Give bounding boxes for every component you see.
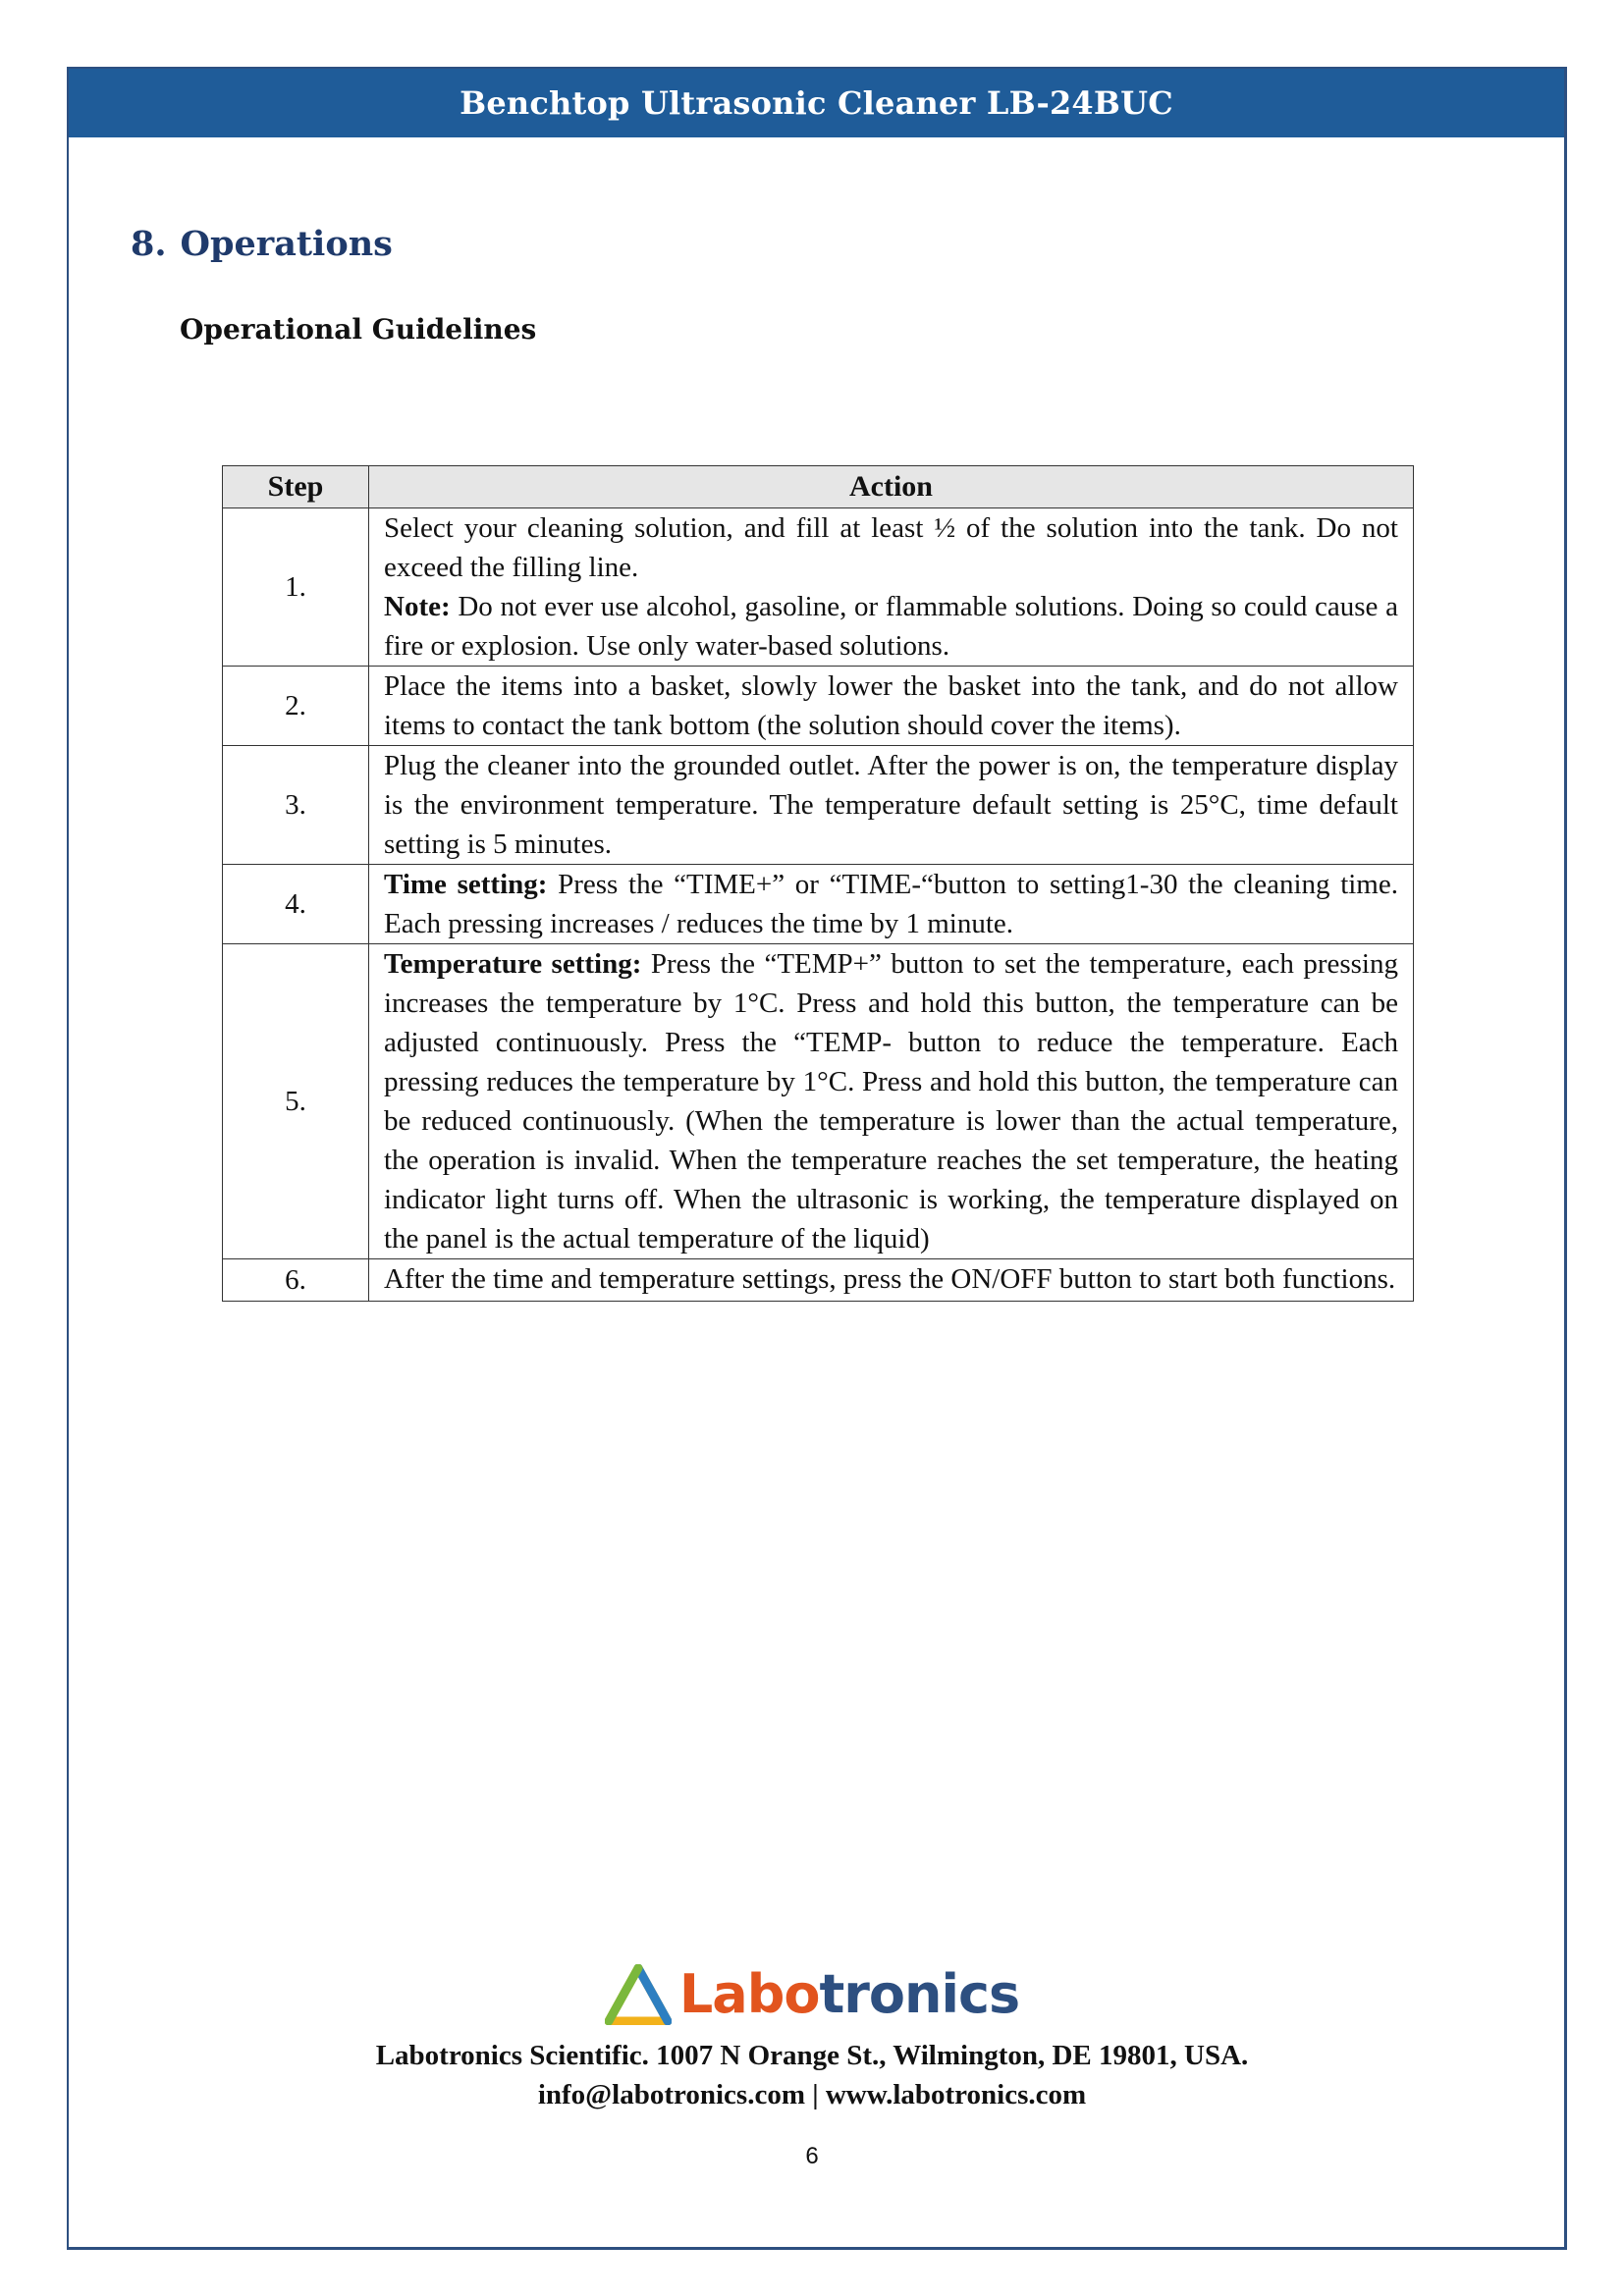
step-note — [384, 587, 1398, 666]
section-heading — [131, 224, 393, 264]
step-number: 5. — [223, 944, 369, 1259]
page-number: 6 — [805, 2143, 819, 2169]
step-body: Press the “TEMP+” button to set the temperature, each pressing increases the temperature by 1°C. Press and hold this button, the temperature can be adjusted continuously. Press the “TEMP- button to reduce the temperature. Each pressing reduces the temperature by 1°C. Press and hold this button, the temperature can be reduced continuously. (When the temperature is lower than the actual temperature, the operation is invalid. When the temperature reaches the set temperature, the heating indicator light turns off. When the ultrasonic is working, the temperature displayed on the panel is the actual temperature of the liquid) — [384, 948, 1398, 1255]
table-row — [223, 667, 1414, 746]
step-action — [369, 508, 1414, 667]
section-title: Operations — [180, 224, 393, 264]
document-header — [69, 69, 1564, 137]
company-logo — [0, 1963, 1624, 2025]
step-number: 6. — [223, 1259, 369, 1302]
table-row — [223, 508, 1414, 667]
table-row — [223, 746, 1414, 865]
step-number: 2. — [223, 667, 369, 746]
footer-contact: info@labotronics.com | www.labotronics.com — [537, 2079, 1087, 2110]
triangle-logo-icon — [605, 1964, 672, 2025]
step-text — [384, 865, 1398, 943]
step-number: 4. — [223, 865, 369, 944]
step-text: After the time and temperature settings, press the ON/OFF button to start both functions. — [384, 1263, 1396, 1295]
step-label: Time setting: — [384, 869, 548, 900]
note-label: Note: — [384, 591, 451, 622]
step-action — [369, 1259, 1414, 1302]
step-number: 1. — [223, 508, 369, 667]
step-action — [369, 667, 1414, 746]
step-action — [369, 865, 1414, 944]
step-action — [369, 746, 1414, 865]
footer-address: Labotronics Scientific. 1007 N Orange St., Wilmington, DE 19801, USA. — [375, 2040, 1249, 2071]
section-number: 8. — [131, 224, 167, 264]
logo-wordmark: Labotronics — [678, 1963, 1020, 2025]
step-text: Plug the cleaner into the grounded outlet. After the power is on, the temperature display is the environment temperature. The temperature default setting is 25°C, time default setting is 5 minutes. — [384, 750, 1398, 860]
table-row — [223, 1259, 1414, 1302]
document-title: Benchtop Ultrasonic Cleaner LB-24BUC — [460, 84, 1173, 122]
step-body: Press the “TIME+” or “TIME-“button to setting1-30 the cleaning time. Each pressing increases / reduces the time by 1 minute. — [384, 869, 1398, 939]
table-header-row — [223, 466, 1414, 508]
table-row — [223, 865, 1414, 944]
column-header-step: Step — [223, 466, 369, 508]
column-header-action: Action — [369, 466, 1414, 508]
step-text: Select your cleaning solution, and fill at least ½ of the solution into the tank. Do not exceed the filling line. — [384, 512, 1398, 583]
table-row — [223, 944, 1414, 1259]
step-action — [369, 944, 1414, 1259]
subheading: Operational Guidelines — [180, 313, 537, 346]
step-number: 3. — [223, 746, 369, 865]
note-text: Do not ever use alcohol, gasoline, or flammable solutions. Doing so could cause a fire or explosion. Use only water-based solutions. — [384, 591, 1398, 662]
step-text: Place the items into a basket, slowly lower the basket into the tank, and do not allow items to contact the tank bottom (the solution should cover the items). — [384, 670, 1398, 741]
operations-table — [222, 465, 1414, 1302]
step-label: Temperature setting: — [384, 948, 642, 980]
step-text — [384, 944, 1398, 1258]
